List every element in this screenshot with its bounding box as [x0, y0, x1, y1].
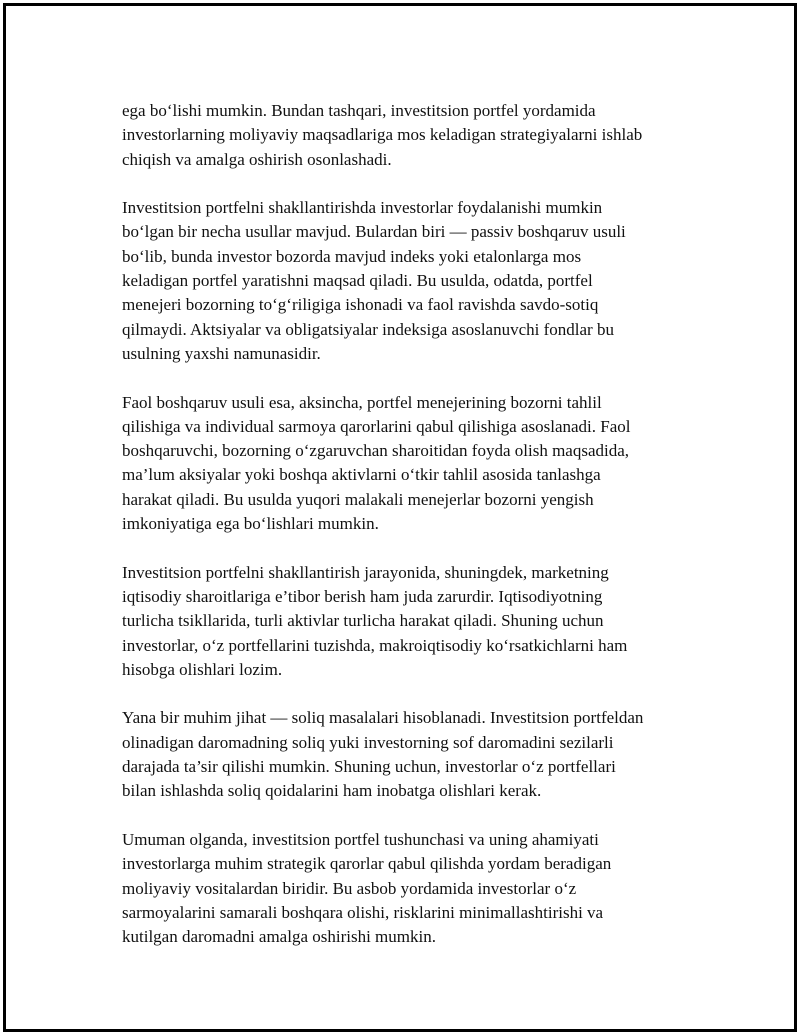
text-line: darajada ta’sir qilishi mumkin. Shuning uchun, investorlar o‘z portfellari [122, 757, 616, 777]
paragraph-4 [122, 561, 694, 682]
text-line: investorlar, o‘z portfellarini tuzishda, makroiqtisodiy ko‘rsatkichlarni ham [122, 635, 628, 655]
text-line: harakat qiladi. Bu usulda yuqori malakali menejerlar bozorni yengish [122, 489, 594, 509]
text-line: bo‘lgan bir necha usullar mavjud. Bulardan biri — passiv boshqaruv usuli [122, 222, 626, 242]
text-line: ma’lum aksiyalar yoki boshqa aktivlarni o‘tkir tahlil asosida tanlashga [122, 465, 601, 485]
text-line: Faol boshqaruv usuli esa, aksincha, portfel menejerining bozorni tahlil [122, 392, 602, 412]
text-line: chiqish va amalga oshirish osonlashadi. [122, 149, 392, 169]
text-line: investorlarga muhim strategik qarorlar qabul qilishda yordam beradigan [122, 854, 612, 874]
text-line: qilmaydi. Aktsiyalar va obligatsiyalar indeksiga asoslanuvchi fondlar bu [122, 319, 614, 339]
text-line: imkoniyatiga ega bo‘lishlari mumkin. [122, 514, 379, 534]
text-line: qilishiga va individual sarmoya qarorlarini qabul qilishiga asoslanadi. Faol [122, 416, 631, 436]
paragraph-1 [122, 99, 694, 172]
text-line: boshqaruvchi, bozorning o‘zgaruvchan sharoitidan foyda olish maqsadida, [122, 441, 630, 461]
paragraph-6 [122, 828, 694, 949]
page-frame [3, 3, 797, 1032]
text-line: keladigan portfel yaratishni maqsad qiladi. Bu usulda, odatda, portfel [122, 271, 593, 291]
text-line: Investitsion portfelni shakllantirish jarayonida, shuningdek, marketning [122, 562, 609, 582]
text-line: bo‘lib, bunda investor bozorda mavjud indeks yoki etalonlarga mos [122, 246, 582, 266]
document-body [122, 99, 694, 974]
paragraph-5 [122, 706, 694, 803]
text-line: sarmoyalarini samarali boshqara olishi, risklarini minimallashtirishi va [122, 902, 604, 922]
text-line: Yana bir muhim jihat — soliq masalalari hisoblanadi. Investitsion portfeldan [122, 708, 644, 728]
text-line: hisobga olishlari lozim. [122, 659, 283, 679]
text-line: bilan ishlashda soliq qoidalarini ham inobatga olishlari kerak. [122, 781, 542, 801]
text-line: Umuman olganda, investitsion portfel tushunchasi va uning ahamiyati [122, 829, 599, 849]
text-line: kutilgan daromadni amalga oshirishi mumkin. [122, 927, 436, 947]
paragraph-2 [122, 196, 694, 366]
text-line: iqtisodiy sharoitlariga e’tibor berish ham juda zarurdir. Iqtisodiyotning [122, 586, 603, 606]
paragraph-3 [122, 391, 694, 537]
text-line: turlicha tsikllarida, turli aktivlar turlicha harakat qiladi. Shuning uchun [122, 611, 604, 631]
text-line: Investitsion portfelni shakllantirishda investorlar foydalanishi mumkin [122, 198, 603, 218]
text-line: ega bo‘lishi mumkin. Bundan tashqari, investitsion portfel yordamida [122, 101, 596, 120]
text-line: menejeri bozorning to‘g‘riligiga ishonadi va faol ravishda savdo-sotiq [122, 295, 599, 315]
text-line: olinadigan daromadning soliq yuki investorning sof daromadini sezilarli [122, 732, 614, 752]
text-line: usulning yaxshi namunasidir. [122, 343, 321, 363]
text-line: investorlarning moliyaviy maqsadlariga mos keladigan strategiyalarni ishlab [122, 125, 643, 145]
text-line: moliyaviy vositalardan biridir. Bu asbob yordamida investorlar o‘z [122, 878, 577, 898]
